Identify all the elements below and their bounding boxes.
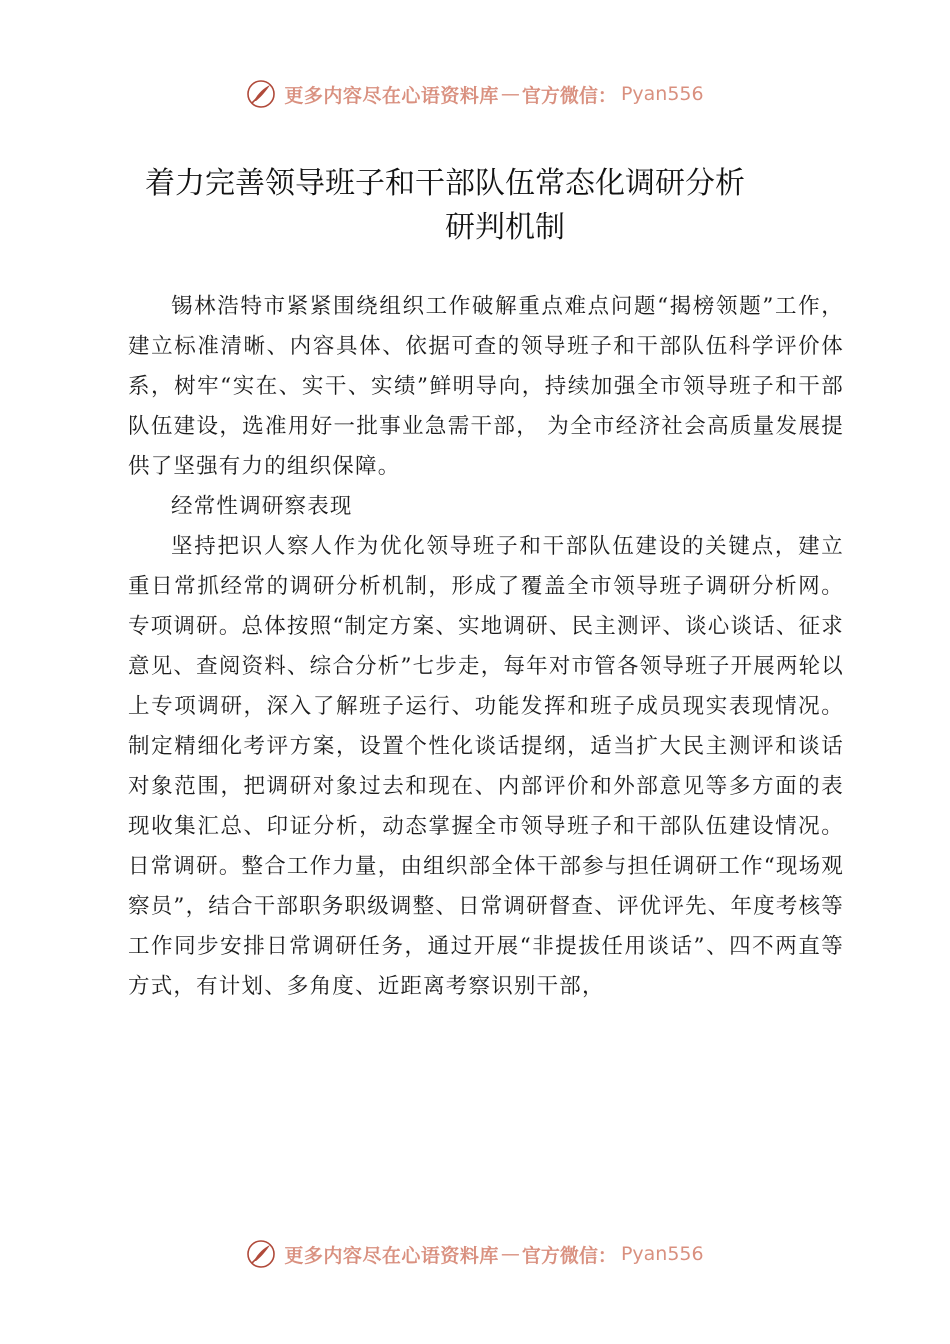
- paragraph-intro: 锡林浩特市紧紧围绕组织工作破解重点难点问题“揭榜领题”工作，建立标准清晰、内容具体、依据可查的领导班子和干部队伍科学评价体系，树牢“实在、实干、实绩”鲜明导向，持续加强全市领导班子和干部队伍建设，选准用好一批事业急需干部， 为全市经济社会高质量发展提供了坚强有力的组织保障。: [128, 294, 844, 479]
- section-heading: 经常性调研察表现: [171, 494, 353, 519]
- banner-text: 更多内容尽在心语资料库: [284, 84, 499, 107]
- wechat-label: 官方微信：: [521, 84, 617, 107]
- quill-logo-icon: [246, 1239, 276, 1269]
- wechat-label: 官方微信：: [521, 1244, 617, 1267]
- document-title: [0, 162, 950, 250]
- title-line-2: 研判机制: [445, 210, 565, 245]
- wechat-id: Pyan556: [620, 1243, 704, 1265]
- footer-banner: [0, 1232, 950, 1276]
- quill-logo-icon: [246, 79, 276, 109]
- paragraph-body: 坚持把识人察人作为优化领导班子和干部队伍建设的关键点，建立重日常抓经常的调研分析机制，形成了覆盖全市领导班子调研分析网。专项调研。总体按照“制定方案、实地调研、民主测评、谈心谈话、征求意见、查阅资料、综合分析”七步走，每年对市管各领导班子开展两轮以上专项调研，深入了解班子运行、功能发挥和班子成员现实表现情况。制定精细化考评方案，设置个性化谈话提纲，适当扩大民主测评和谈话对象范围，把调研对象过去和现在、内部评价和外部意见等多方面的表现收集汇总、印证分析，动态掌握全市领导班子和干部队伍建设情况。日常调研。整合工作力量，由组织部全体干部参与担任调研工作“现场观察员”，结合干部职务职级调整、日常调研督查、评优评先、年度考核等工作同步安排日常调研任务，通过开展“非提拔任用谈话”、四不两直等方式，有计划、多角度、近距离考察识别干部，: [128, 534, 844, 999]
- wechat-id: Pyan556: [620, 83, 704, 105]
- document-body: [128, 287, 844, 1007]
- title-line-1: 着力完善领导班子和干部队伍常态化调研分析: [145, 166, 745, 201]
- banner-text: 更多内容尽在心语资料库: [284, 1244, 499, 1267]
- header-banner: [0, 72, 950, 116]
- banner-dash: —: [500, 1243, 520, 1265]
- banner-dash: —: [500, 83, 520, 105]
